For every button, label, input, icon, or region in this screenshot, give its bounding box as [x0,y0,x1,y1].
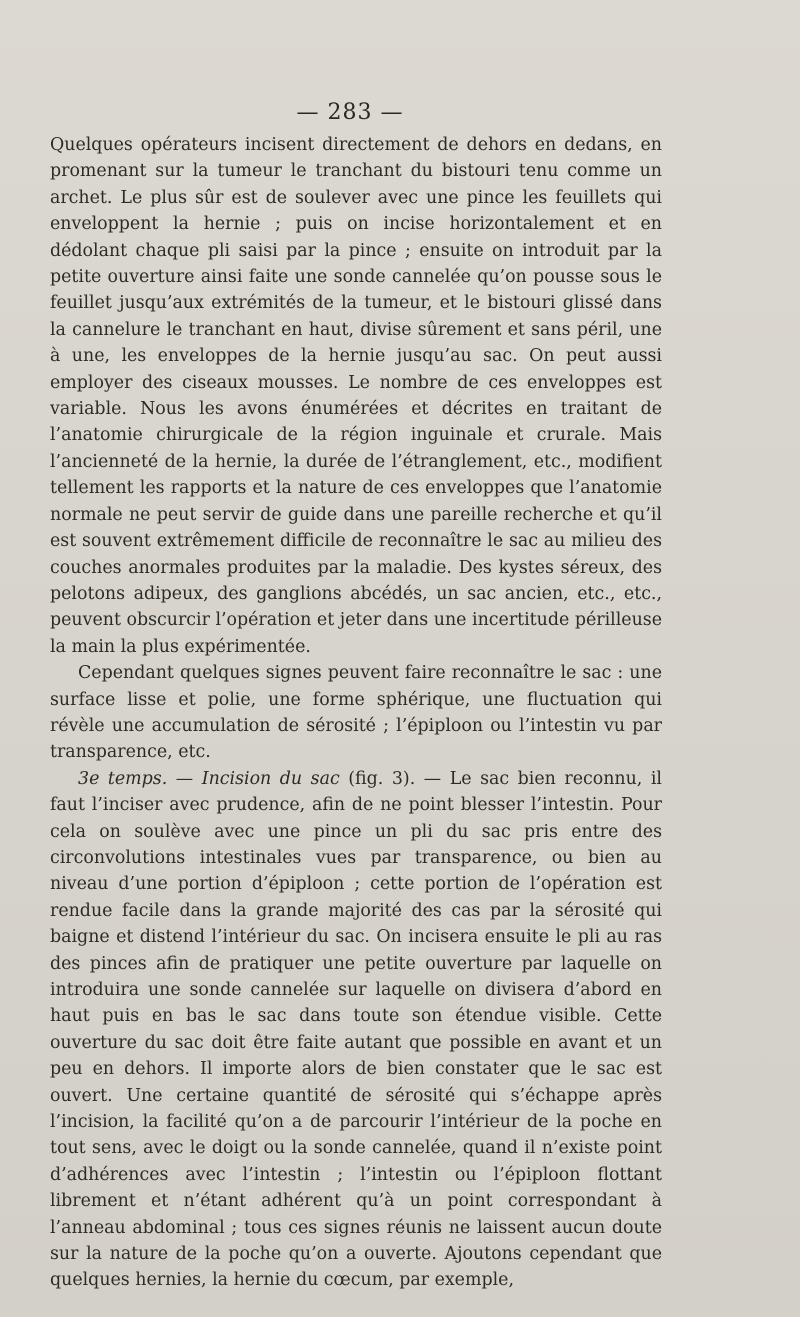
paragraph-2: Cependant quelques signes peuvent faire reconnaître le sac : une surface lisse et polie, une forme sphérique, une fluctuation qui révèle une accumulation de sérosité ; l’épiploon ou l’intestin vu par transparence, etc. [50,663,662,763]
paragraph-1: Quelques opérateurs incisent directement de dehors en dedans, en promenant sur la tumeur le tranchant du bistouri tenu comme un archet. Le plus sûr est de soulever avec une pince les feuillets qui enveloppent la hernie ; puis on incise horizontalement et en dédolant chaque pli saisi par la pince ; ensuite on introduit par la petite ouverture ainsi faite une sonde cannelée qu’on pousse sous le feuillet jusqu’aux extrémités de la tumeur, et le bistouri glissé dans la cannelure le tranchant en haut, divise sûrement et sans péril, une à une, les enveloppes de la hernie jusqu’au sac. On peut aussi employer des ciseaux mousses. Le nombre de ces enveloppes est variable. Nous les avons énumérées et décrites en traitant de l’anatomie chirurgicale de la région inguinale et crurale. Mais l’ancienneté de la hernie, la durée de l’étranglement, etc., modifient tellement les rapports et la nature de ces enveloppes que l’anatomie normale ne peut servir de guide dans une pareille recherche et qu’il est souvent extrêmement difficile de reconnaître le sac au milieu des couches anormales produites par la maladie. Des kystes séreux, des pelotons adipeux, des ganglions abcédés, un sac ancien, etc., etc., peuvent obscurcir l’opération et jeter dans une incertitude périlleuse la main la plus expérimentée. [50,135,662,657]
section-heading: 3e temps. — Incision du sac [78,768,340,789]
paragraph-3-text: (fig. 3). — Le sac bien reconnu, il faut l’inciser avec prudence, afin de ne point blesser l’intestin. Pour cela on soulève avec une pince un pli du sac pris entre des circonvolutions intestinales vues par transparence, ou bien au niveau d’une portion d’épiploon ; cette portion de l’opération est rendue facile dans la grande majorité des cas par la sérosité qui baigne et distend l’intérieur du sac. On incisera ensuite le pli au ras des pinces afin de pratiquer une petite ouverture par laquelle on introduira une sonde cannelée sur laquelle on divisera d’abord en haut puis en bas le sac dans toute son étendue visible. Cette ouverture du sac doit être faite autant que possible en avant et un peu en dehors. Il importe alors de bien constater que le sac est ouvert. Une certaine quantité de sérosité qui s’échappe après l’incision, la facilité qu’on a de parcourir l’intérieur de la poche en tout sens, avec le doigt ou la sonde cannelée, quand il n’existe point d’adhérences avec l’intestin ; l’intestin ou l’épiploon flottant librement et n’étant adhérent qu’à un point correspondant à l’anneau abdominal ; tous ces signes réunis ne laissent aucun doute sur la nature de la poche qu’on a ouverte. Ajoutons cependant que quelques hernies, la hernie du cœcum, par exemple, [50,768,662,1291]
page-number: — 283 — [296,100,404,125]
paragraph-3 [50,766,662,1294]
body-text [50,132,662,1294]
